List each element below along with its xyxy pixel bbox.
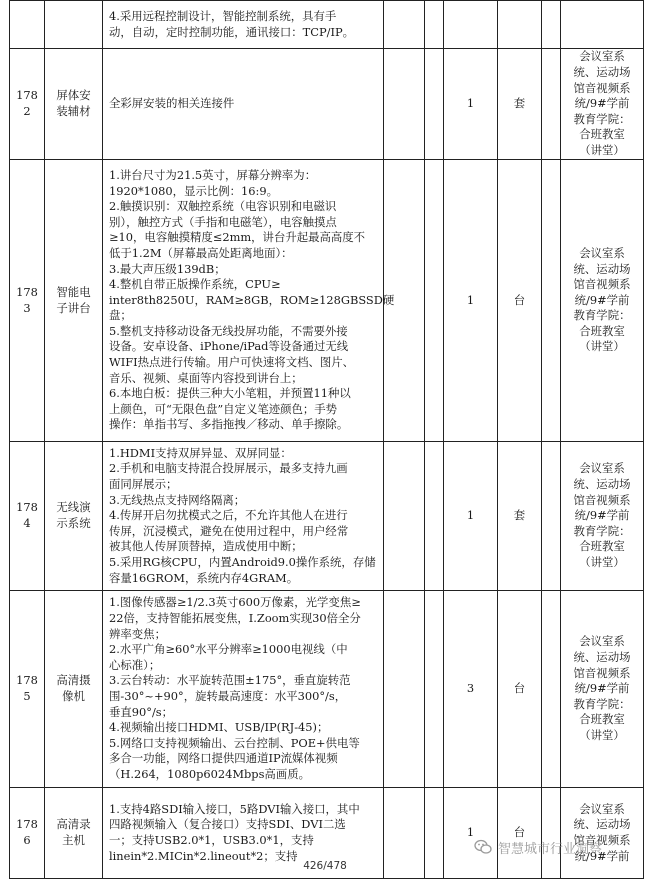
location-note-cell [561,442,644,591]
text-line: 178 [16,88,38,103]
text-line: 22倍，支持智能拓展变焦，I.Zoom实现30倍全分 [109,611,361,626]
blank-cell [384,1,425,49]
text-line: 音乐、视频、桌面等内容投到讲台上； [109,370,303,385]
unit-cell [498,591,542,788]
text-line: 示系统 [56,516,91,530]
text-line: 178 [16,500,38,515]
text-line: 操作：单指书写、多指拖拽／移动、单手擦除。 [109,417,349,432]
text-line: 1.HDMI支持双屏异显、双屏同显： [109,445,292,460]
blank-cell [425,591,444,788]
cell-value: 台 [513,681,526,696]
item-number-cell [10,591,45,788]
table-row [10,442,644,591]
text-line: 2.手机和电脑支持混合投屏展示，最多支持九画 [109,461,348,476]
text-line: 合班教室 [579,127,625,142]
watermark-text: 智慧城市行业洞察 [498,841,603,857]
text-line: 178 [16,817,38,832]
text-line: 主机 [62,833,85,847]
item-number-cell [10,1,45,49]
text-line: 5.网络口支持视频输出、云台控制、POE+供电等 [109,735,360,750]
location-note-cell [561,49,644,160]
text-line: linein*2.MICin*2.lineout*2；支持 [109,848,298,863]
text-line: 统、运动场 [573,817,631,832]
text-line: （讲堂） [579,727,625,742]
text-line: 1.支持4路SDI输入接口，5路DVI输入接口，其中 [109,801,360,816]
text-line: 四路视频输入（复合接口）支持SDI、DVI二选 [109,817,346,832]
text-line: （H.264，1080p6024Mbps高画质。 [109,766,310,781]
text-line: 多合一功能，网络口提供四通道IP流媒体视频 [109,751,338,766]
item-name-cell [45,49,103,160]
text-line: 被其他人传屏顶替掉，造成使用中断； [109,539,303,554]
text-line: 低于1.2M（屏幕最高处距离地面）： [109,245,293,260]
text-line: 会议室系 [579,801,625,816]
text-line: 无线演 [56,500,91,515]
text-line: ≥10，电容触摸精度≤2mm，讲台升起最高高度不 [109,230,366,245]
text-line: 6 [23,833,31,847]
blank-cell [542,442,561,591]
specification-cell [103,160,395,442]
text-line: 统、运动场 [573,477,631,492]
cell-value: 套 [513,96,526,111]
table-row [10,591,644,788]
blank-cell [384,591,425,788]
text-line: 高清录 [56,817,91,832]
cell-value: 1 [466,508,475,523]
text-line: 智能电 [56,284,91,299]
text-line: 3.无线热点支持网络隔离； [109,492,246,507]
text-line: 动，自动，定时控制功能，通讯接口：TCP/IP。 [109,24,355,39]
blank-cell [384,49,425,160]
cell-value: 台 [513,825,526,840]
cell-value: 台 [513,292,526,307]
text-line: 统/9#学前 [574,848,630,863]
text-line: 1.图像传感器≥1/2.3英寸600万像素，光学变焦≥ [109,595,361,610]
table-row [10,160,644,442]
item-name-cell [45,160,103,442]
text-line: 5 [23,689,31,703]
text-line: 4 [23,516,31,530]
text-line: 设备。安卓设备、iPhone/iPad等设备通过无线 [109,339,349,354]
wechat-icon [474,839,492,855]
blank-cell [425,1,444,49]
text-line: 会议室系 [579,49,625,64]
table-row [10,49,644,160]
text-line: 心标准）； [109,657,161,672]
text-line: 上颜色，可“无限色盘”自定义笔迹颜色；手势 [109,401,338,416]
quantity-cell [444,591,498,788]
equipment-spec-table [9,0,644,879]
unit-cell [498,160,542,442]
text-line: 6.本地白板：提供三种大小笔粗，并预置11种以 [109,386,351,401]
blank-cell [425,442,444,591]
quantity-cell [444,49,498,160]
text-line: 统、运动场 [573,261,631,276]
blank-cell [425,49,444,160]
text-line: 5.整机支持移动设备无线投屏功能，不需要外接 [109,323,348,338]
text-line: 2 [23,104,31,118]
text-line: （讲堂） [579,339,625,354]
item-name-cell [45,591,103,788]
text-line: 统、运动场 [573,65,631,80]
text-line: 2.触摸识别：双触控系统（电容识别和电磁识 [109,199,337,214]
text-line: 全彩屏安装的相关连接件 [109,96,235,111]
text-line: 4.整机自带正版操作系统，CPU≥ [109,277,281,292]
text-line: 合班教室 [579,712,625,727]
blank-cell [542,49,561,160]
text-line: inter8th8250U，RAM≥8GB，ROM≥128GBSSD硬 [109,292,395,307]
text-line: 教育学院： [573,696,631,711]
text-line: 馆音视频系 [573,492,631,507]
specification-cell [103,442,384,591]
text-line: 辨率变焦； [109,626,166,641]
specification-cell [103,1,384,49]
text-line: 178 [16,284,38,299]
text-line: 子讲台 [56,300,91,315]
text-line: 统、运动场 [573,650,631,665]
item-number-cell [10,442,45,591]
text-line: 合班教室 [579,539,625,554]
text-line: 教育学院： [573,111,631,126]
text-line: 3.云台转动：水平旋转范围±175°，垂直旋转范 [109,673,351,688]
cell-value: 1 [466,96,475,111]
text-line: 统/9#学前 [574,96,630,111]
watermark [474,836,602,858]
unit-cell [498,49,542,160]
text-line: 容量16GROM，系统内存4GRAM。 [109,570,299,585]
text-line: 4.视频输出接口HDMI、USB/IP(RJ-45)； [109,720,329,735]
item-name-cell [45,1,103,49]
blank-cell [425,160,444,442]
item-number-cell [10,160,45,442]
text-line: 统/9#学前 [574,681,630,696]
text-line: 1.讲台尺寸为21.5英寸，屏幕分辨率为： [109,167,317,182]
text-line: 3.最大声压级139dB； [109,261,226,276]
text-line: 会议室系 [579,461,625,476]
blank-cell [542,591,561,788]
text-line: 一；支持USB2.0*1，USB3.0*1，支持 [109,833,314,847]
text-line: 统/9#学前 [574,508,630,523]
item-number-cell [10,49,45,160]
text-line: 178 [16,673,38,688]
location-note-cell [561,160,644,442]
text-line: 教育学院： [573,308,631,323]
blank-cell [384,442,425,591]
cell-value: 1 [466,292,475,307]
text-line: WIFI热点进行传输。用户可快速将文档、图片、 [109,355,355,370]
text-line: 馆音视频系 [573,80,631,95]
quantity-cell [444,160,498,442]
text-line: 馆音视频系 [573,833,631,847]
text-line: 盘； [109,308,132,323]
text-line: 1920*1080，显示比例：16:9。 [109,183,278,198]
specification-cell [103,49,384,160]
unit-cell [498,1,542,49]
location-note-cell [561,1,644,49]
text-line: 面同屏展示； [109,477,178,492]
text-line: 馆音视频系 [573,277,631,292]
quantity-cell [444,442,498,591]
text-line: 装辅材 [56,104,91,118]
text-line: 2.水平广角≥60°水平分辨率≥1000电视线（中 [109,642,348,657]
text-line: 会议室系 [579,245,625,260]
location-note-cell [561,591,644,788]
quantity-cell [444,1,498,49]
text-line: 传屏，沉浸模式，避免在使用过程中，用户经常 [109,523,349,538]
text-line: 会议室系 [579,634,625,649]
cell-value: 套 [513,508,526,523]
text-line: 垂直90°/s； [109,704,174,719]
text-line: 像机 [62,689,85,703]
blank-cell [542,160,561,442]
text-line: 围-30°~+90°，旋转最高速度：水平300°/s， [109,689,347,703]
text-line: （讲堂） [579,142,625,157]
table-row [10,1,644,49]
cell-value: 3 [466,681,475,696]
text-line: 5.采用RG核CPU，内置Android9.0操作系统，存储 [109,554,376,569]
item-name-cell [45,442,103,591]
page-number: 426/478 [303,860,347,872]
text-line: 教育学院： [573,523,631,538]
text-line: 高清摄 [56,673,91,688]
text-line: 合班教室 [579,323,625,338]
text-line: 别），触控方式（手指和电磁笔），电容触摸点 [109,214,337,229]
text-line: 3 [23,300,31,315]
text-line: （讲堂） [579,554,625,569]
text-line: 馆音视频系 [573,665,631,680]
blank-cell [542,1,561,49]
text-line: 4.传屏开启勿扰模式之后，不允许其他人在进行 [109,508,348,523]
text-line: 4.采用远程控制设计，智能控制系统，具有手 [109,8,337,23]
text-line: 统/9#学前 [574,292,630,307]
specification-cell [103,591,384,788]
unit-cell [498,442,542,591]
cell-value: 1 [466,825,475,840]
text-line: 屏体安 [56,88,91,103]
